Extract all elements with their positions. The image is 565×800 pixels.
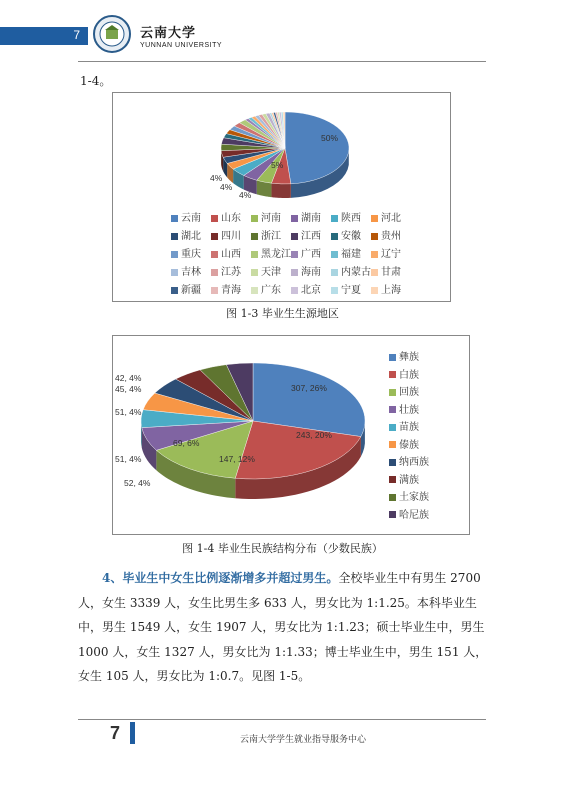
legend-label: 河北: [381, 213, 401, 224]
legend-swatch: [389, 424, 396, 431]
legend-item: [171, 209, 201, 224]
legend-swatch: [389, 476, 396, 483]
chart1-caption: 图 1-3 毕业生生源地区: [226, 307, 339, 320]
legend-label: 山西: [221, 249, 241, 260]
legend-label: 辽宁: [381, 249, 401, 260]
legend-label: 新疆: [181, 285, 201, 296]
legend-item: [171, 281, 201, 296]
legend-label: 江苏: [221, 267, 241, 278]
legend-item: [211, 209, 241, 224]
legend-label: 壮族: [399, 404, 419, 416]
legend-swatch: [389, 459, 396, 466]
legend-item: [389, 366, 419, 381]
figure-reference-text: 1-4。: [80, 74, 112, 88]
data-label-shandong: 5%: [271, 160, 284, 170]
legend-swatch: [251, 269, 258, 276]
legend-label: 甘肃: [381, 267, 401, 278]
legend-item: [331, 227, 361, 242]
legend-swatch: [171, 269, 178, 276]
legend-label: 黑龙江: [261, 249, 291, 260]
data-label-hui: 147, 12%: [219, 454, 255, 464]
legend-item: [389, 471, 419, 486]
data-label-zhuang: 69, 6%: [173, 438, 200, 448]
footer-text: 云南大学学生就业指导服务中心: [240, 734, 367, 744]
legend-swatch: [251, 251, 258, 258]
legend-item: [371, 227, 401, 242]
legend-item: [171, 227, 201, 242]
legend-item: [389, 418, 419, 433]
legend-swatch: [389, 441, 396, 448]
legend-item: [211, 263, 241, 278]
legend-swatch: [291, 233, 298, 240]
origin-slice-side: [271, 183, 290, 198]
chart-origin-region: [112, 92, 451, 302]
data-label-man: 45, 4%: [115, 384, 142, 394]
legend-label: 土家族: [399, 492, 429, 503]
legend-item: [291, 263, 321, 278]
legend-item: [291, 209, 321, 224]
legend-item: [389, 436, 419, 451]
legend-swatch: [291, 251, 298, 258]
legend-label: 回族: [399, 387, 419, 398]
legend-swatch: [331, 251, 338, 258]
legend-label: 四川: [221, 231, 241, 242]
legend-item: [291, 281, 321, 296]
data-label-naxi: 51, 4%: [115, 407, 142, 417]
legend-label: 江西: [301, 231, 321, 242]
legend-item: [251, 209, 281, 224]
legend-label: 福建: [341, 249, 361, 260]
university-logo-icon: [92, 14, 132, 54]
legend-swatch: [171, 233, 178, 240]
legend-item: [389, 453, 429, 468]
legend-item: [291, 245, 321, 260]
legend-label: 广东: [261, 285, 281, 296]
data-label-shaanxi: 4%: [239, 190, 252, 200]
legend-item: [389, 401, 419, 416]
legend-item: [171, 263, 201, 278]
legend-swatch: [389, 354, 396, 361]
data-label-tujia: 42, 4%: [115, 373, 142, 383]
legend-item: [331, 209, 361, 224]
legend-label: 北京: [301, 285, 321, 296]
legend-item: [389, 383, 419, 398]
legend-swatch: [371, 233, 378, 240]
legend-swatch: [389, 406, 396, 413]
chart2-caption: 图 1-4 毕业生民族结构分布（少数民族）: [182, 542, 383, 555]
legend-swatch: [331, 287, 338, 294]
legend-swatch: [211, 215, 218, 222]
header-divider: [78, 61, 486, 62]
data-label-henan: 4%: [210, 173, 223, 183]
university-name-cn: 云南大学: [140, 26, 197, 41]
legend-swatch: [171, 287, 178, 294]
legend-label: 纳西族: [399, 457, 429, 468]
legend-label: 海南: [301, 267, 321, 278]
data-label-yi: 307, 26%: [291, 383, 327, 393]
legend-item: [331, 263, 371, 278]
footer-page-number: 7: [110, 723, 121, 743]
legend-label: 湖南: [301, 213, 321, 224]
legend-swatch: [211, 287, 218, 294]
legend-item: [211, 245, 241, 260]
legend-item: [331, 245, 361, 260]
legend-swatch: [211, 269, 218, 276]
legend-label: 白族: [399, 369, 419, 381]
legend-label: 青海: [221, 285, 241, 296]
legend-label: 上海: [381, 285, 401, 296]
legend-label: 湖北: [181, 231, 201, 242]
legend-swatch: [171, 251, 178, 258]
data-label-miao: 52, 4%: [124, 478, 151, 488]
legend-item: [371, 245, 401, 260]
data-label-hunan: 4%: [220, 182, 233, 192]
legend-label: 傣族: [399, 439, 419, 451]
footer-accent-bar: [130, 722, 135, 744]
data-label-bai: 243, 20%: [296, 430, 332, 440]
legend-swatch: [389, 494, 396, 501]
legend-swatch: [389, 371, 396, 378]
legend-item: [371, 281, 401, 296]
legend-label: 宁夏: [341, 285, 361, 296]
legend-label: 吉林: [181, 267, 201, 278]
legend-item: [251, 227, 281, 242]
legend-item: [389, 488, 429, 503]
legend-label: 浙江: [261, 231, 281, 242]
legend-item: [291, 227, 321, 242]
legend-swatch: [389, 389, 396, 396]
legend-swatch: [251, 233, 258, 240]
legend-swatch: [389, 511, 396, 518]
pie-chart-origin: [113, 93, 450, 203]
paragraph-body: 全校毕业生中有男生 2700 人，女生 3339 人，女生比男生多 633 人，男女比为 1:1.25。本科毕业生中，男生 1549 人，女生 1907 人，男女比为 1:1.23；硕士毕业生中，男生 1000 人，女生 1327 人，男女比为 1:1.33；博士毕业生中，男生 151 人，女生 105 人，男女比为 1:0.7。见图 1-5。: [78, 571, 488, 683]
legend-swatch: [331, 215, 338, 222]
legend-item: [389, 348, 419, 363]
legend-label: 安徽: [341, 231, 361, 242]
header-page-tab: [0, 27, 88, 45]
legend-label: 满族: [399, 474, 419, 486]
data-label-yunnan: 50%: [321, 133, 339, 143]
legend-swatch: [291, 287, 298, 294]
legend-label: 彝族: [399, 352, 419, 363]
legend-swatch: [371, 251, 378, 258]
data-label-dai: 51, 4%: [115, 454, 142, 464]
legend-swatch: [331, 233, 338, 240]
legend-item: [211, 281, 241, 296]
legend-label: 重庆: [181, 249, 201, 260]
legend-label: 天津: [261, 267, 281, 278]
header-page-number: 7: [73, 28, 80, 42]
legend-swatch: [171, 215, 178, 222]
legend-swatch: [291, 215, 298, 222]
legend-swatch: [251, 215, 258, 222]
legend-item: [171, 245, 201, 260]
legend-item: [371, 263, 401, 278]
legend-label: 内蒙古: [341, 267, 371, 278]
legend-label: 贵州: [381, 231, 401, 242]
footer-divider: [78, 719, 486, 720]
legend-swatch: [291, 269, 298, 276]
body-paragraph: [78, 566, 488, 689]
legend-label: 苗族: [399, 422, 419, 433]
legend-item: [211, 227, 241, 242]
legend-swatch: [371, 287, 378, 294]
legend-label: 广西: [301, 249, 321, 260]
legend-swatch: [331, 269, 338, 276]
legend-label: 哈尼族: [399, 509, 429, 521]
legend-label: 云南: [181, 213, 201, 224]
legend-item: [251, 245, 291, 260]
legend-swatch: [371, 269, 378, 276]
chart-ethnicity: [112, 335, 470, 535]
legend-item: [331, 281, 361, 296]
legend-label: 山东: [221, 213, 241, 224]
legend-item: [251, 281, 281, 296]
paragraph-lead: 4、毕业生中女生比例逐渐增多并超过男生。: [102, 571, 339, 585]
legend-swatch: [211, 233, 218, 240]
university-name-en: YUNNAN UNIVERSITY: [140, 42, 223, 49]
legend-item: [251, 263, 281, 278]
legend-swatch: [371, 215, 378, 222]
legend-swatch: [211, 251, 218, 258]
legend-swatch: [251, 287, 258, 294]
legend-label: 陕西: [341, 213, 361, 224]
legend-label: 河南: [261, 213, 281, 224]
legend-item: [389, 506, 429, 521]
legend-item: [371, 209, 401, 224]
